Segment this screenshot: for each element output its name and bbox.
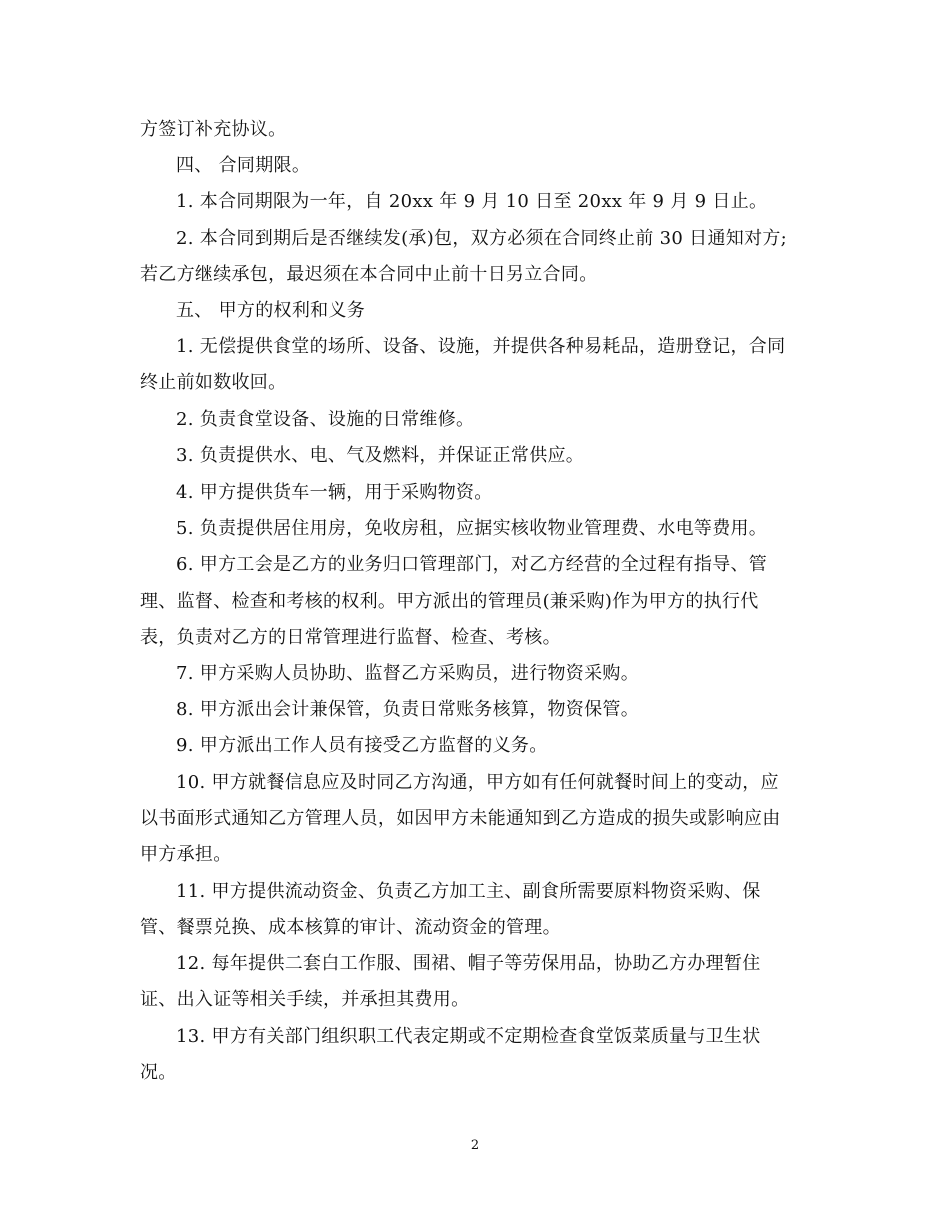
text-line: 7. 甲方采购人员协助、监督乙方采购员，进行物资采购。 (176, 663, 639, 684)
text-line: 13. 甲方有关部门组织职工代表定期或不定期检查食堂饭菜质量与卫生状 (176, 1026, 761, 1047)
text-line: 以书面形式通知乙方管理人员，如因甲方未能通知到乙方造成的损失或影响应由 (140, 808, 781, 829)
text-line: 2. 负责食堂设备、设施的日常维修。 (176, 409, 475, 430)
text-line: 管、餐票兑换、成本核算的审计、流动资金的管理。 (140, 917, 561, 938)
text-line: 甲方承担。 (140, 844, 232, 865)
text-line: 理、监督、检查和考核的权利。甲方派出的管理员(兼采购)作为甲方的执行代 (140, 591, 759, 612)
text-line: 11. 甲方提供流动资金、负责乙方加工主、副食所需要原料物资采购、保 (176, 881, 761, 902)
page-number: 2 (470, 1138, 480, 1153)
section-heading: 五、 甲方的权利和义务 (176, 300, 366, 321)
text-line: 况。 (140, 1062, 177, 1083)
text-line: 5. 负责提供居住用房，免收房租，应据实核收物业管理费、水电等费用。 (176, 518, 768, 539)
section-heading: 四、 合同期限。 (176, 155, 311, 176)
text-line: 1. 无偿提供食堂的场所、设备、设施，并提供各种易耗品，造册登记，合同 (176, 336, 786, 357)
text-line: 1. 本合同期限为一年，自 20xx 年 9 月 10 日至 20xx 年 9 月 9 日止。 (176, 191, 768, 212)
text-line: 6. 甲方工会是乙方的业务归口管理部门，对乙方经营的全过程有指导、管 (176, 554, 768, 575)
text-line: 4. 甲方提供货车一辆，用于采购物资。 (176, 482, 493, 503)
text-line: 10. 甲方就餐信息应及时同乙方沟通，甲方如有任何就餐时间上的变动，应 (176, 772, 779, 793)
text-line: 2. 本合同到期后是否继续发(承)包，双方必须在合同终止前 30 日通知对方; (176, 228, 788, 249)
text-line: 12. 每年提供二套白工作服、围裙、帽子等劳保用品，协助乙方办理暂住 (176, 953, 761, 974)
text-line: 9. 甲方派出工作人员有接受乙方监督的义务。 (176, 735, 548, 756)
text-line: 表，负责对乙方的日常管理进行监督、检查、考核。 (140, 627, 561, 648)
text-line: 终止前如数收回。 (140, 372, 287, 393)
text-line: 若乙方继续承包，最迟须在本合同中止前十日另立合同。 (140, 264, 598, 285)
text-line: 8. 甲方派出会计兼保管，负责日常账务核算，物资保管。 (176, 699, 639, 720)
text-line: 证、出入证等相关手续，并承担其费用。 (140, 989, 470, 1010)
text-line: 3. 负责提供水、电、气及燃料，并保证正常供应。 (176, 445, 585, 466)
text-line: 方签订补充协议。 (140, 119, 287, 140)
